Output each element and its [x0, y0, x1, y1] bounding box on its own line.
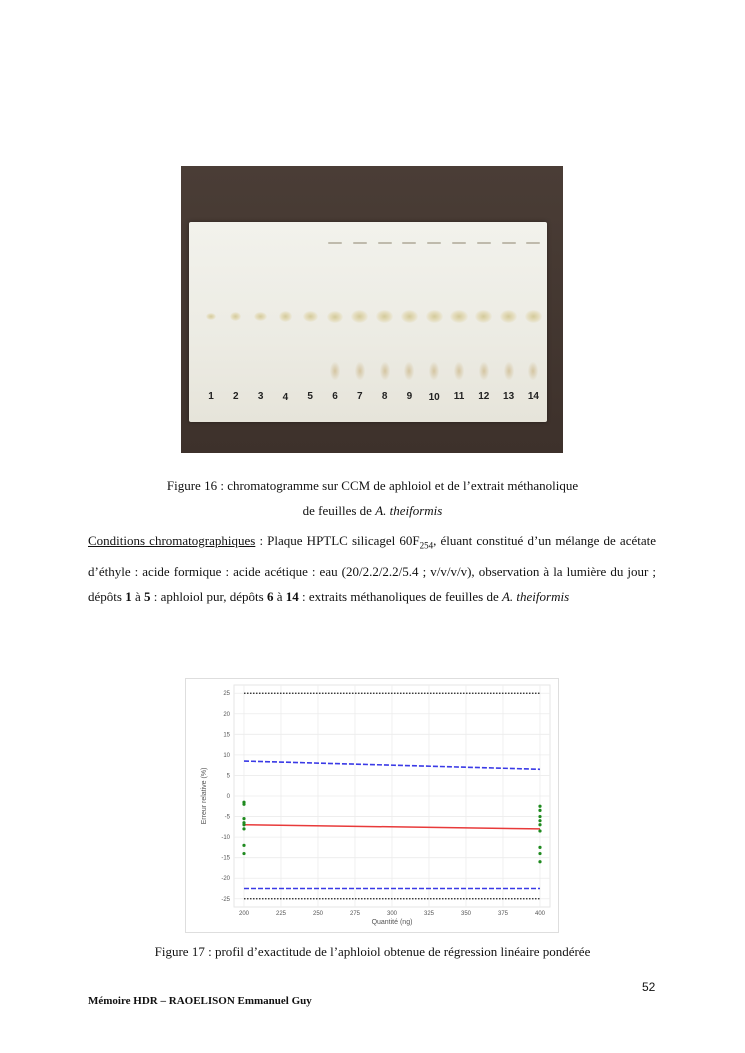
tlc-spot: [525, 310, 542, 323]
data-point: [242, 817, 245, 820]
figure-17-caption: Figure 17 : profil d’exactitude de l’aphloiol obtenue de régression linéaire pondérée: [154, 944, 591, 959]
footer-author: Mémoire HDR – RAOELISON Emmanuel Guy: [88, 995, 312, 1007]
data-point: [538, 815, 541, 818]
tlc-upper-band: [526, 242, 540, 244]
y-tick-label: -5: [224, 814, 230, 821]
accuracy-profile-chart: [185, 678, 559, 933]
data-point: [242, 827, 245, 830]
tlc-spot: [206, 313, 216, 321]
tlc-spot: [279, 311, 293, 321]
lane-label-12: 12: [478, 391, 490, 402]
conditions-text5: à: [273, 588, 286, 604]
tlc-upper-band: [427, 242, 441, 244]
lane-label-1: 1: [208, 391, 214, 402]
tlc-spot: [351, 310, 368, 323]
data-point: [538, 860, 541, 863]
tlc-spot: [303, 311, 318, 322]
lane-label-6: 6: [332, 391, 338, 402]
lane-label-2: 2: [233, 391, 239, 402]
conditions-subscript: 254: [419, 540, 434, 551]
conditions-species: A. theiformis: [501, 588, 570, 604]
tlc-upper-band: [353, 242, 367, 244]
tlc-spot: [401, 310, 418, 323]
y-axis-label: Erreur relative (%): [201, 767, 208, 825]
lane-label-8: 8: [381, 391, 388, 402]
tlc-origin-band: [429, 362, 439, 380]
chromatographic-conditions: [88, 528, 656, 609]
tlc-upper-band: [402, 242, 416, 244]
tlc-origin-band: [355, 362, 365, 380]
tlc-plate-photo: [181, 166, 563, 453]
x-tick-label: 400: [534, 911, 546, 917]
x-axis-label: Quantité (ng): [371, 919, 413, 926]
deposit-14: 14: [285, 588, 299, 604]
page-number: 52: [642, 980, 656, 994]
tlc-origin-band: [479, 362, 489, 380]
x-tick-label: 275: [349, 911, 361, 917]
lane-label-13: 13: [503, 391, 515, 402]
y-tick-label: -20: [221, 876, 230, 883]
deposit-6: 6: [266, 588, 274, 604]
y-tick-label: 20: [223, 711, 230, 718]
tlc-spot: [376, 310, 393, 323]
tlc-origin-band: [454, 362, 464, 380]
y-tick-label: 5: [226, 773, 230, 780]
tlc-origin-band: [330, 362, 340, 380]
data-point: [242, 852, 245, 855]
tlc-origin-band: [528, 362, 538, 380]
conditions-text3: à: [131, 588, 144, 604]
conditions-text1: : Plaque HPTLC silicagel 60F: [255, 533, 420, 548]
y-tick-label: -25: [221, 896, 230, 903]
y-tick-label: -10: [221, 835, 230, 842]
tlc-spot: [230, 312, 241, 320]
tlc-spot: [450, 310, 467, 323]
conditions-text4: : aphloiol pur, dépôts: [150, 588, 267, 604]
conditions-text6: : extraits méthanoliques de feuilles de: [298, 588, 502, 604]
tlc-upper-band: [477, 242, 491, 244]
x-tick-label: 250: [312, 911, 324, 917]
x-tick-label: 300: [386, 911, 398, 917]
x-tick-label: 225: [275, 911, 287, 917]
data-point: [538, 846, 541, 849]
figure-16-caption-line2: [0, 501, 745, 521]
tlc-spot: [475, 310, 492, 323]
lane-label-4: 4: [282, 392, 289, 403]
tlc-upper-band: [378, 242, 392, 244]
x-tick-label: 325: [423, 911, 435, 917]
x-tick-label: 350: [460, 911, 472, 917]
lane-label-11: 11: [453, 391, 465, 402]
tlc-origin-band: [504, 362, 514, 380]
tlc-origin-band: [404, 362, 414, 380]
conditions-label: Conditions chromatographiques: [88, 533, 256, 548]
tlc-spot: [327, 311, 343, 323]
data-point: [538, 852, 541, 855]
tlc-upper-band: [328, 242, 342, 244]
conditions-text2: , éluant constitué d’un mélange de acétate d’éthyle : acide formique : acide acétique : eau (20/2.2/2.2/5.4 ; v/v/v/v), observation à la lumière du jour ; dépôts: [88, 533, 657, 604]
x-tick-label: 375: [497, 911, 509, 917]
lane-label-9: 9: [406, 391, 413, 402]
lane-label-7: 7: [357, 391, 363, 402]
y-tick-label: 15: [223, 732, 230, 739]
tlc-spot: [426, 310, 443, 323]
data-point: [538, 823, 541, 826]
tlc-upper-band: [502, 242, 516, 244]
tlc-spot: [500, 310, 517, 323]
data-point: [538, 829, 541, 832]
x-tick-label: 200: [238, 911, 250, 917]
data-point: [538, 809, 541, 812]
lane-label-10: 10: [428, 392, 440, 403]
data-point: [242, 823, 245, 826]
data-point: [242, 844, 245, 847]
caption-species: A. theiformis: [375, 503, 443, 518]
y-tick-label: 10: [223, 752, 230, 759]
data-point: [538, 819, 541, 822]
tlc-spot: [254, 312, 266, 321]
caption-prefix: de feuilles de: [302, 503, 376, 518]
data-point: [242, 803, 245, 806]
tlc-plate: [189, 222, 547, 422]
y-tick-label: 25: [223, 691, 230, 698]
lane-label-5: 5: [307, 391, 313, 402]
data-point: [538, 805, 541, 808]
lane-label-3: 3: [257, 391, 264, 402]
lane-label-14: 14: [527, 391, 539, 402]
y-tick-label: -15: [221, 855, 230, 862]
figure-16-caption-line1: Figure 16 : chromatogramme sur CCM de aphloiol et de l’extrait méthanolique: [166, 478, 579, 493]
chart-svg: [186, 679, 558, 932]
tlc-origin-band: [380, 362, 390, 380]
tlc-upper-band: [452, 242, 466, 244]
deposit-1: 1: [125, 588, 132, 604]
deposit-5: 5: [143, 588, 151, 604]
y-tick-label: 0: [226, 794, 230, 800]
